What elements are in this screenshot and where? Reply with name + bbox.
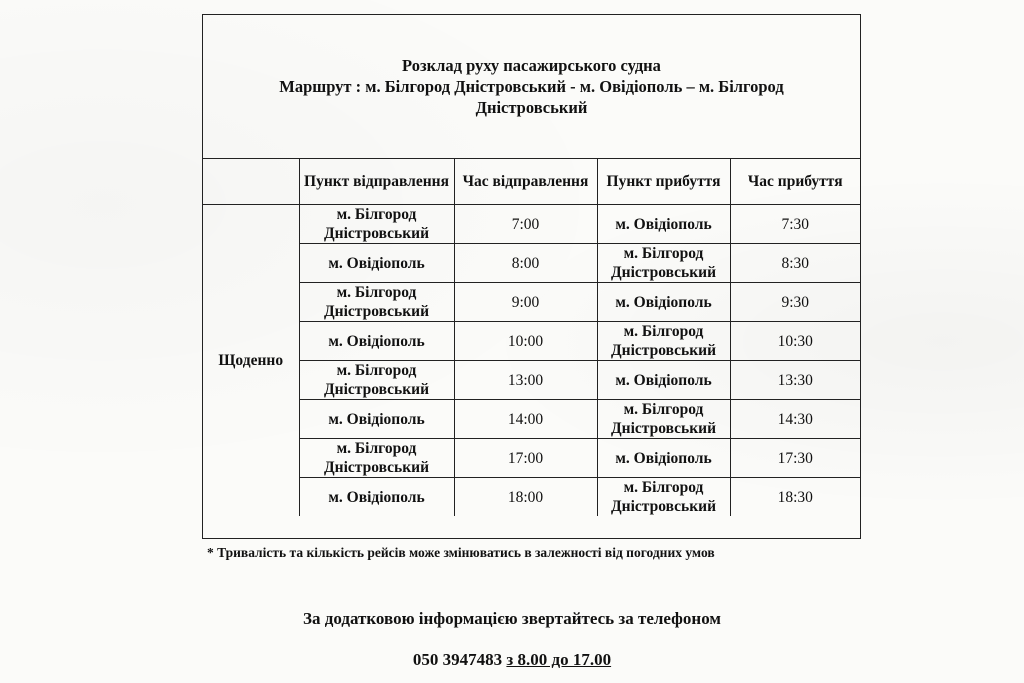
table-row <box>203 322 860 361</box>
schedule-title-line1: Розклад руху пасажирського судна <box>402 56 661 75</box>
schedule-frame <box>202 14 861 539</box>
departure-point: м. Овідіополь <box>299 400 454 439</box>
arrival-time: 13:30 <box>730 361 860 400</box>
arrival-time: 9:30 <box>730 283 860 322</box>
arrival-point: м. Овідіополь <box>597 283 730 322</box>
arrival-time: 18:30 <box>730 478 860 517</box>
schedule-table <box>203 158 860 516</box>
departure-time: 14:00 <box>454 400 597 439</box>
contact-info-text: За додатковою інформацією звертайтесь за телефоном <box>303 609 721 628</box>
departure-time: 17:00 <box>454 439 597 478</box>
departure-point: м. Білгород Дністровський <box>299 283 454 322</box>
arrival-time: 8:30 <box>730 244 860 283</box>
header-arrival-point: Пункт прибуття <box>597 158 730 205</box>
arrival-time: 10:30 <box>730 322 860 361</box>
route-title: Маршрут : м. Білгород Дністровський - м. Овідіополь – м. Білгород Дністровський <box>279 77 784 117</box>
departure-point: м. Білгород Дністровський <box>299 439 454 478</box>
schedule-body <box>203 205 860 517</box>
departure-time: 18:00 <box>454 478 597 517</box>
table-row <box>203 439 860 478</box>
arrival-time: 14:30 <box>730 400 860 439</box>
departure-point: м. Овідіополь <box>299 322 454 361</box>
departure-time: 7:00 <box>454 205 597 244</box>
departure-point: м. Білгород Дністровський <box>299 205 454 244</box>
days-label: Щоденно <box>203 205 299 517</box>
arrival-point: м. Білгород Дністровський <box>597 322 730 361</box>
arrival-point: м. Білгород Дністровський <box>597 244 730 283</box>
office-hours: з 8.00 до 17.00 <box>506 650 612 669</box>
contact-phone-line <box>0 650 1024 670</box>
header-blank <box>203 158 299 205</box>
departure-time: 13:00 <box>454 361 597 400</box>
table-row <box>203 283 860 322</box>
table-header-row <box>203 158 860 205</box>
departure-point: м. Овідіополь <box>299 244 454 283</box>
departure-time: 9:00 <box>454 283 597 322</box>
departure-time: 10:00 <box>454 322 597 361</box>
schedule-title <box>203 15 860 159</box>
arrival-point: м. Овідіополь <box>597 439 730 478</box>
departure-point: м. Білгород Дністровський <box>299 361 454 400</box>
phone-number: 050 3947483 <box>412 650 503 669</box>
table-row <box>203 478 860 517</box>
arrival-time: 7:30 <box>730 205 860 244</box>
arrival-point: м. Овідіополь <box>597 205 730 244</box>
arrival-point: м. Білгород Дністровський <box>597 400 730 439</box>
table-row <box>203 361 860 400</box>
arrival-point: м. Овідіополь <box>597 361 730 400</box>
weather-footnote: * Тривалість та кількість рейсів може змінюватись в залежності від погодних умов <box>207 545 715 560</box>
header-arrival-time: Час прибуття <box>730 158 860 205</box>
departure-point: м. Овідіополь <box>299 478 454 517</box>
departure-time: 8:00 <box>454 244 597 283</box>
table-row <box>203 244 860 283</box>
table-row <box>203 400 860 439</box>
table-row <box>203 205 860 244</box>
arrival-time: 17:30 <box>730 439 860 478</box>
header-departure-time: Час відправлення <box>454 158 597 205</box>
arrival-point: м. Білгород Дністровський <box>597 478 730 517</box>
header-departure-point: Пункт відправлення <box>299 158 454 205</box>
